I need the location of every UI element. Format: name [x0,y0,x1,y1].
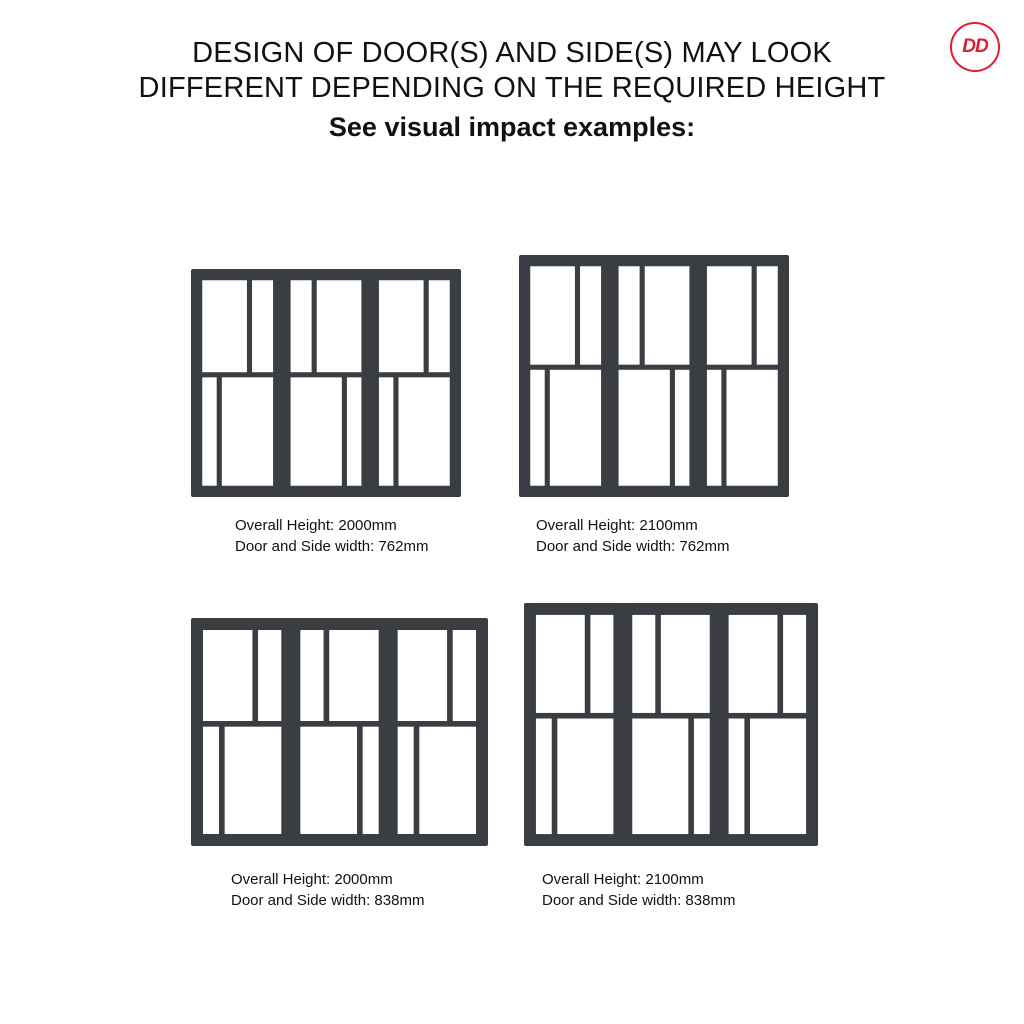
glass-pane [707,370,721,486]
overall-height-label: Overall Height: 2000mm [235,517,397,534]
door-side-width-label: Door and Side width: 838mm [231,892,425,909]
glass-pane [363,727,379,834]
glass-pane [202,377,216,485]
glass-pane [757,266,778,364]
glass-pane [694,719,710,835]
glass-pane [222,377,273,485]
glass-pane [453,630,476,721]
glass-pane [530,266,575,364]
glass-pane [203,630,252,721]
glass-pane [557,719,613,835]
glass-pane [619,370,670,486]
glass-pane [661,615,710,713]
door-side-width-label: Door and Side width: 762mm [235,538,429,555]
example-2100-762 [519,255,789,497]
example-caption [235,515,428,557]
glass-pane [729,615,778,713]
door-set-illustration [524,603,818,846]
example-2000-762 [191,269,461,497]
glass-pane [252,280,273,372]
glass-pane [291,377,342,485]
glass-pane [536,719,552,835]
door-side-width-label: Door and Side width: 762mm [536,538,730,555]
overall-height-label: Overall Height: 2100mm [542,871,704,888]
glass-pane [317,280,362,372]
glass-pane [619,266,640,364]
glass-pane [379,280,424,372]
glass-pane [632,615,655,713]
brand-logo [950,22,1000,72]
glass-pane [645,266,690,364]
glass-pane [291,280,312,372]
glass-pane [329,630,378,721]
glass-pane [419,727,476,834]
logo-text: DD [962,36,988,57]
glass-pane [300,630,323,721]
glass-pane [783,615,806,713]
example-2100-838 [524,603,818,846]
glass-pane [300,727,357,834]
example-caption [536,515,729,557]
glass-pane [750,719,806,835]
overall-height-label: Overall Height: 2000mm [231,871,393,888]
heading [0,36,1024,144]
subtitle: See visual impact examples: [328,112,696,142]
glass-pane [675,370,689,486]
heading-line-2: DIFFERENT DEPENDING ON THE REQUIRED HEIGHT [138,72,886,104]
example-caption [542,869,735,911]
example-caption [231,869,424,911]
glass-pane [590,615,613,713]
glass-pane [347,377,361,485]
glass-pane [550,370,601,486]
overall-height-label: Overall Height: 2100mm [536,517,698,534]
glass-pane [398,377,449,485]
glass-pane [707,266,752,364]
glass-pane [202,280,247,372]
door-side-width-label: Door and Side width: 838mm [542,892,736,909]
glass-pane [225,727,282,834]
glass-pane [203,727,219,834]
glass-pane [536,615,585,713]
example-2000-838 [191,618,488,846]
glass-pane [398,630,447,721]
glass-pane [632,719,688,835]
glass-pane [429,280,450,372]
glass-pane [258,630,281,721]
glass-pane [530,370,544,486]
glass-pane [729,719,745,835]
door-set-illustration [191,618,488,846]
glass-pane [726,370,777,486]
glass-pane [580,266,601,364]
door-set-illustration [519,255,789,497]
door-set-illustration [191,269,461,497]
glass-pane [379,377,393,485]
heading-line-1: DESIGN OF DOOR(S) AND SIDE(S) MAY LOOK [192,37,832,69]
glass-pane [398,727,414,834]
